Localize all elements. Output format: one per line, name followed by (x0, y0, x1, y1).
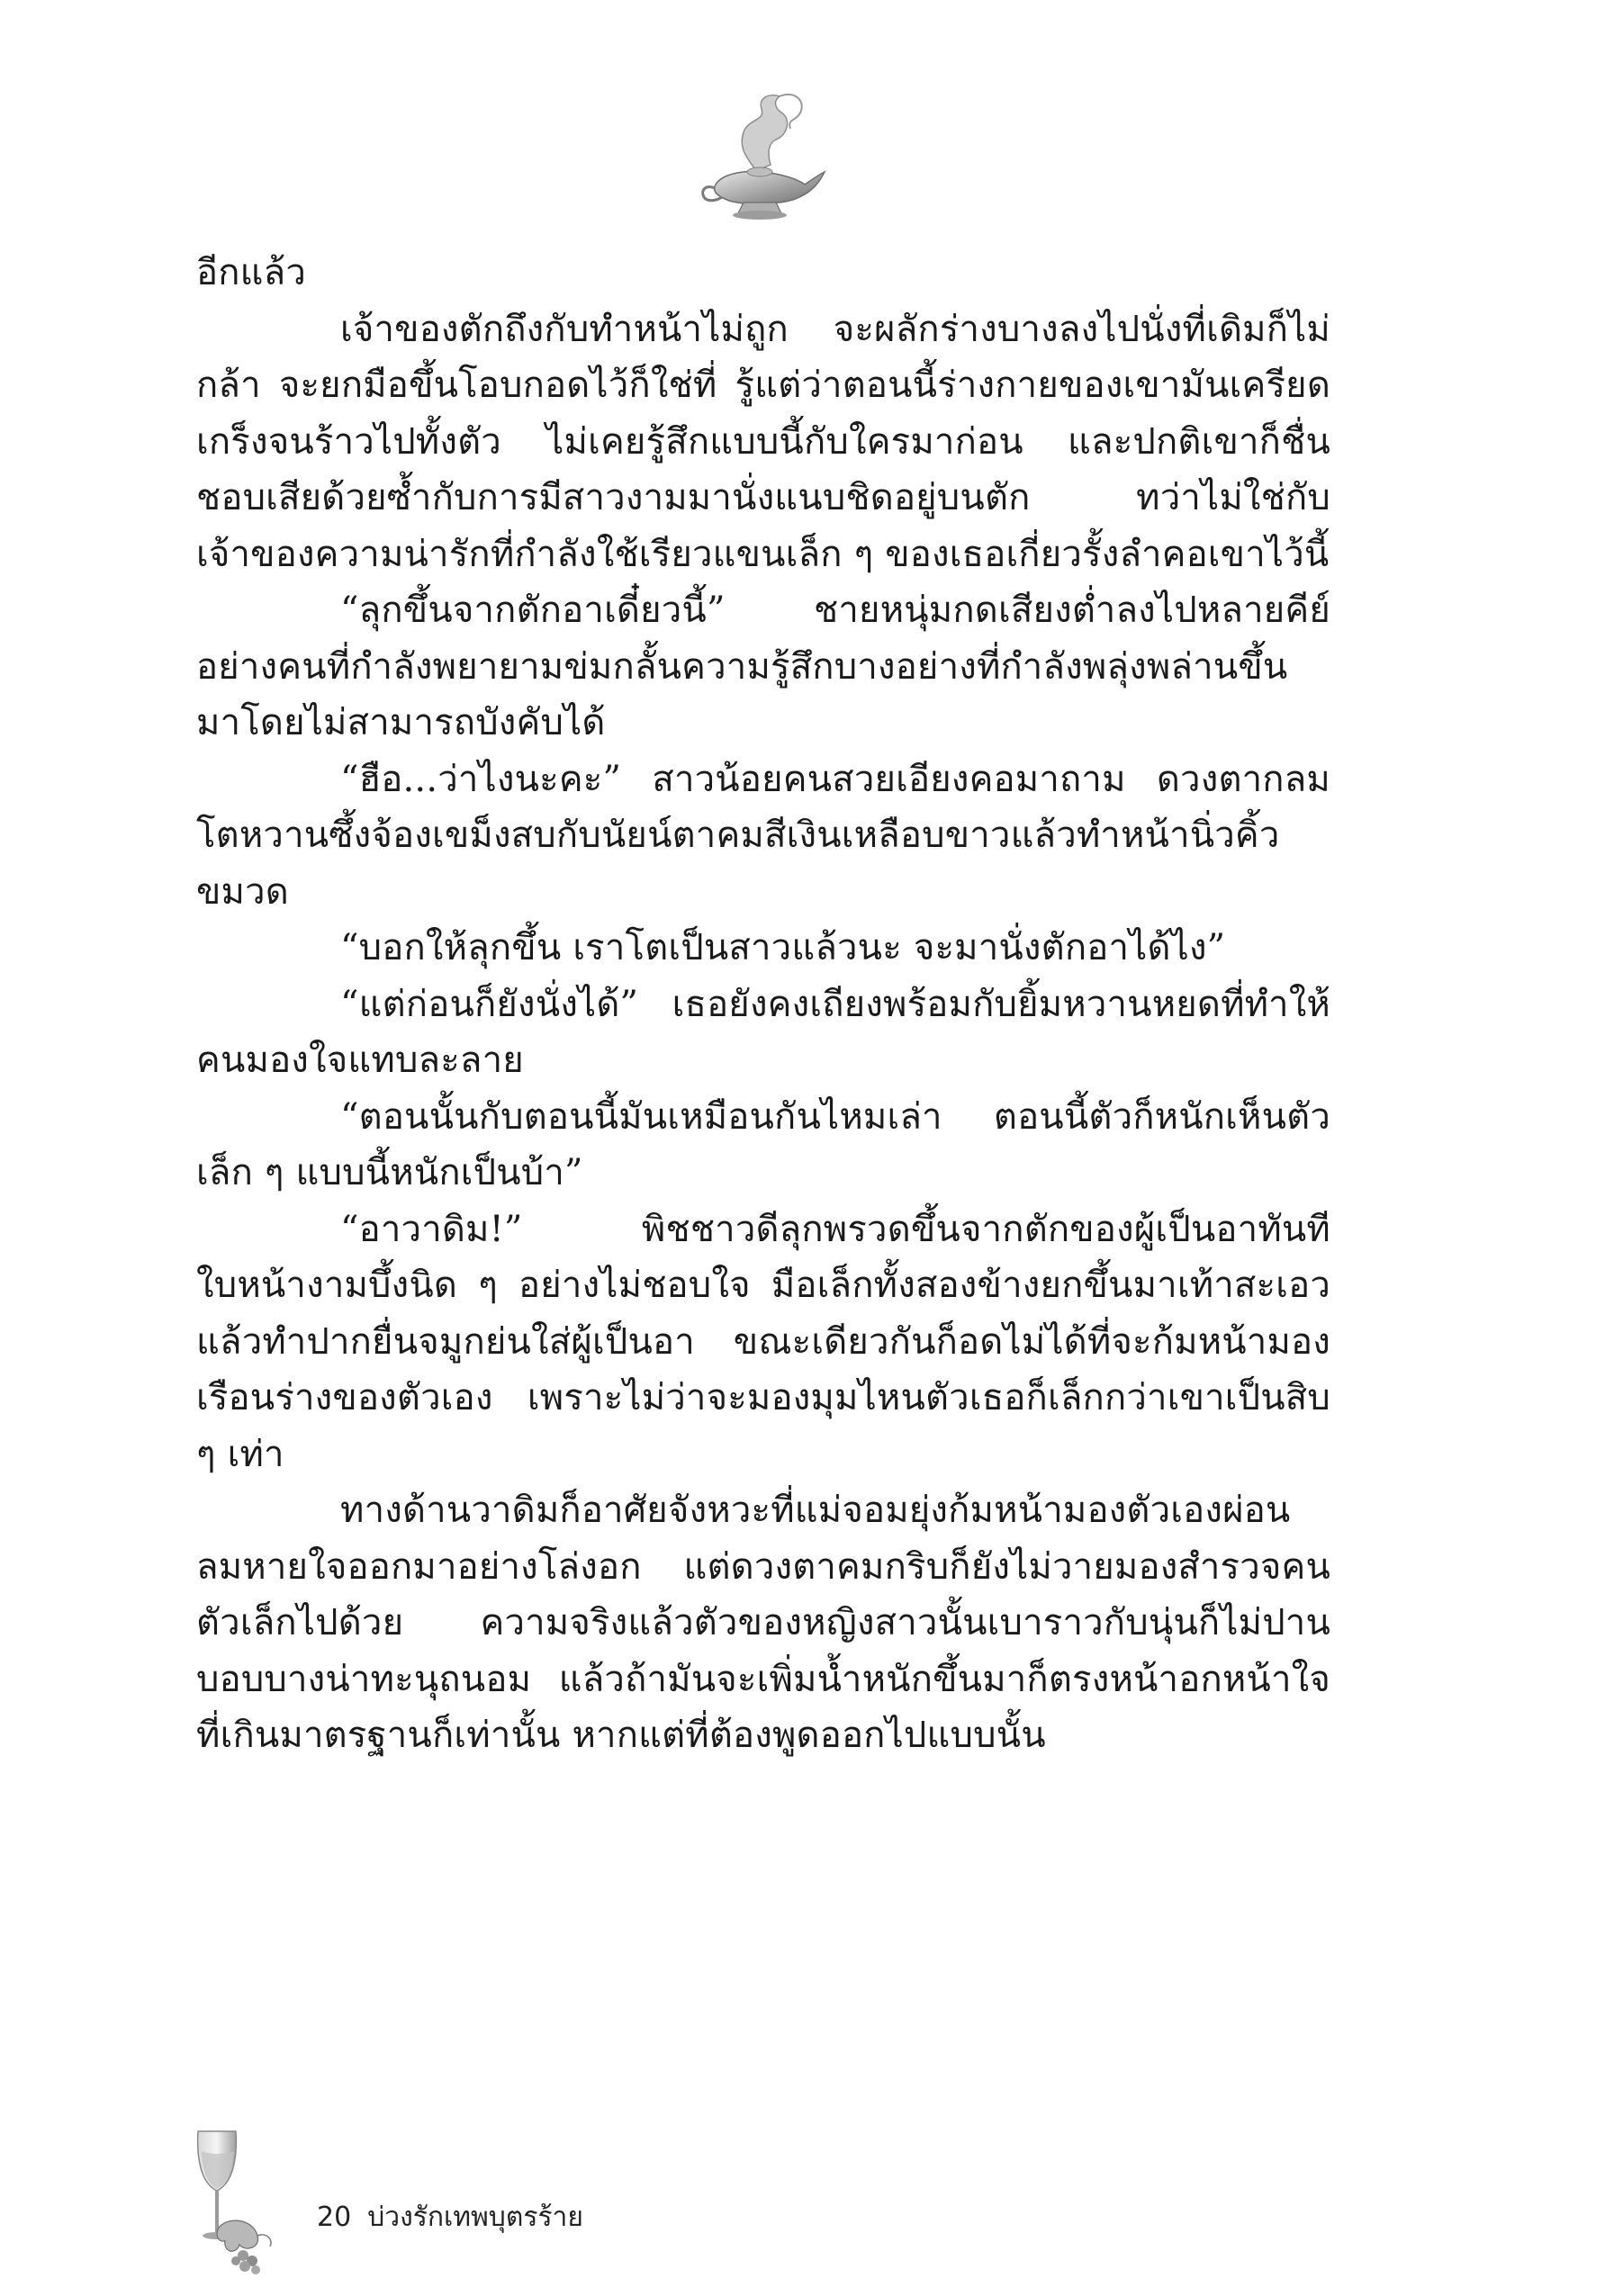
book-title: บ่วงรักเทพบุตรร้าย (367, 2201, 583, 2233)
page-number: 20 (317, 2201, 352, 2233)
footer-text (317, 2196, 583, 2238)
genie-lamp-icon (693, 86, 828, 230)
page-footer (180, 2124, 810, 2277)
paragraph-5: “บอกให้ลุกขึ้น เราโตเป็นสาวแล้วนะ จะมานั่งตักอาได้ไง” (340, 927, 1226, 968)
paragraph-1: อีกแล้ว (196, 252, 306, 293)
paragraph-7: “ตอนนั้นกับตอนนี้มันเหมือนกันไหมเล่า ตอนนี้ตัวก็หนักเห็นตัวเล็ก ๆ แบบนี้หนักเป็นบ้า” (196, 1095, 1330, 1193)
paragraph-9: ทางด้านวาดิมก็อาศัยจังหวะที่แม่จอมยุ่งก้มหน้ามองตัวเองผ่อนลมหายใจออกมาอย่างโล่งอก แต่ดวงตาคมกริบก็ยังไม่วายมองสำรวจคนตัวเล็กไปด้วย ความจริงแล้วตัวของหญิงสาวนั้นเบาราวกับนุ่นก็ไม่ปาน บอบบางน่าทะนุถนอม แล้วถ้ามันจะเพิ่มน้ำหนักขึ้นมาก็ตรงหน้าอกหน้าใจที่เกินมาตรฐานก็เท่านั้น หากแต่ที่ต้องพูดออกไปแบบนั้น (196, 1490, 1330, 1756)
wine-glass-grapes-icon (180, 2124, 288, 2277)
paragraph-6: “แต่ก่อนก็ยังนั่งได้” เธอยังคงเถียงพร้อมกับยิ้มหวานหยดที่ทำให้คนมองใจแทบละลาย (196, 983, 1330, 1081)
paragraph-8: “อาวาดิม!” พิชชาวดีลุกพรวดขึ้นจากตักของผู้เป็นอาทันทีใบหน้างามบึ้งนิด ๆ อย่างไม่ชอบใจ มือเล็กทั้งสองข้างยกขึ้นมาเท้าสะเอวแล้วทำปากยื่นจมูกย่นใส่ผู้เป็นอา ขณะเดียวกันก็อดไม่ได้ที่จะก้มหน้ามองเรือนร่างของตัวเอง เพราะไม่ว่าจะมองมุมไหนตัวเธอก็เล็กกว่าเขาเป็นสิบ ๆ เท่า (196, 1208, 1330, 1475)
paragraph-2: เจ้าของตักถึงกับทำหน้าไม่ถูก จะผลักร่างบางลงไปนั่งที่เดิมก็ไม่กล้า จะยกมือขึ้นโอบกอดไว้ก็ใช่ที่ รู้แต่ว่าตอนนี้ร่างกายของเขามันเครียดเกร็งจนร้าวไปทั้งตัว ไม่เคยรู้สึกแบบนี้กับใครมาก่อน และปกติเขาก็ชื่นชอบเสียด้วยซ้ำกับการมีสาวงามมานั่งแนบชิดอยู่บนตัก ทว่าไม่ใช่กับเจ้าของความน่ารักที่กำลังใช้เรียวแขนเล็ก ๆ ของเธอเกี่ยวรั้งลำคอเขาไว้นี้ (196, 308, 1330, 575)
paragraph-4: “ฮือ...ว่าไงนะคะ” สาวน้อยคนสวยเอียงคอมาถาม ดวงตากลมโตหวานซึ้งจ้องเขม็งสบกับนัยน์ตาคมสีเงินเหลือบขาวแล้วทำหน้านิ่วคิ้วขมวด (196, 758, 1330, 913)
body-text (196, 245, 1330, 2126)
paragraph-3: “ลุกขึ้นจากตักอาเดี๋ยวนี้” ชายหนุ่มกดเสียงต่ำลงไปหลายคีย์อย่างคนที่กำลังพยายามข่มกลั้นความรู้สึกบางอย่างที่กำลังพลุ่งพล่านขึ้นมาโดยไม่สามารถบังคับได้ (196, 590, 1330, 743)
